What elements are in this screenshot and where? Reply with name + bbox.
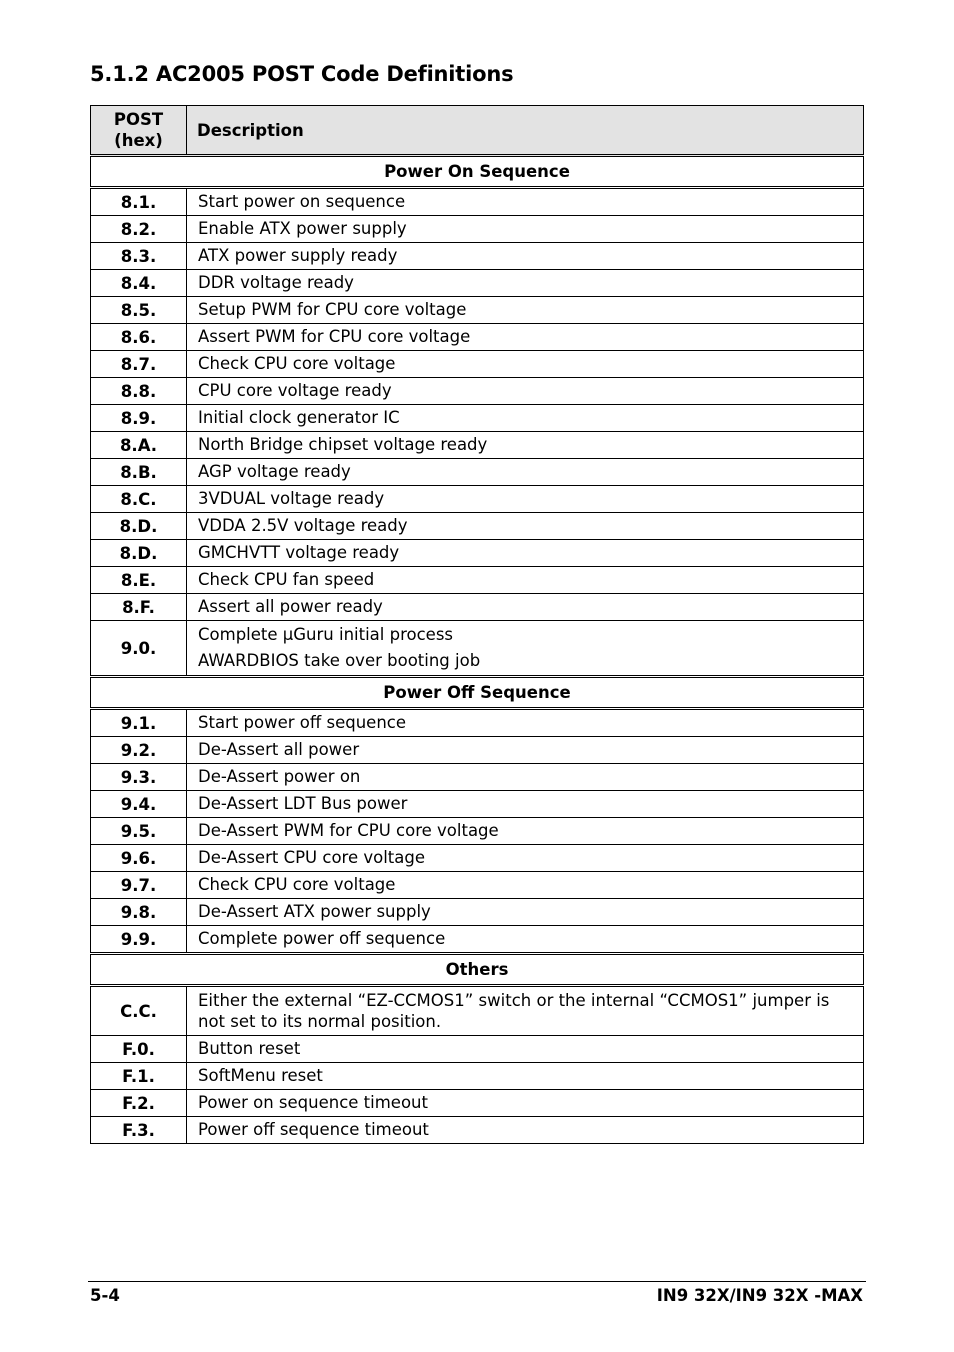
post-code-cell: 9.6. xyxy=(91,845,187,872)
table-row xyxy=(91,1063,864,1090)
description-line: Power off sequence timeout xyxy=(198,1120,429,1139)
post-code-cell: 8.5. xyxy=(91,297,187,324)
description-line: North Bridge chipset voltage ready xyxy=(198,435,488,454)
description-line: Complete power off sequence xyxy=(198,929,446,948)
table-row xyxy=(91,986,864,1036)
description-cell xyxy=(187,188,864,216)
description-cell xyxy=(187,845,864,872)
column-header-hex: (hex) xyxy=(114,131,163,150)
description-cell xyxy=(187,216,864,243)
description-cell xyxy=(187,486,864,513)
table-row xyxy=(91,621,864,677)
page-title: 5.1.2 AC2005 POST Code Definitions xyxy=(90,62,514,86)
table-row xyxy=(91,405,864,432)
post-code-cell: 9.0. xyxy=(91,621,187,677)
table-row xyxy=(91,899,864,926)
post-code-table xyxy=(90,105,864,1144)
description-line: Power on sequence timeout xyxy=(198,1093,428,1112)
description-cell xyxy=(187,791,864,818)
table-row xyxy=(91,818,864,845)
description-line: Check CPU core voltage xyxy=(198,875,396,894)
description-cell xyxy=(187,567,864,594)
post-code-cell: 8.D. xyxy=(91,513,187,540)
column-header-description: Description xyxy=(187,106,864,156)
section-header-row xyxy=(91,954,864,986)
footer-divider xyxy=(88,1281,866,1282)
table-row xyxy=(91,324,864,351)
post-code-cell: C.C. xyxy=(91,986,187,1036)
post-code-cell: 9.2. xyxy=(91,737,187,764)
section-title: Power Off Sequence xyxy=(91,677,864,709)
description-cell xyxy=(187,1063,864,1090)
post-code-cell: 8.2. xyxy=(91,216,187,243)
description-line: Check CPU core voltage xyxy=(198,354,396,373)
section-header-row xyxy=(91,156,864,188)
post-code-cell: 8.4. xyxy=(91,270,187,297)
table-row xyxy=(91,791,864,818)
description-cell xyxy=(187,986,864,1036)
description-line: Initial clock generator IC xyxy=(198,408,400,427)
table-row xyxy=(91,709,864,737)
description-cell xyxy=(187,270,864,297)
column-header-post-hex xyxy=(91,106,187,156)
post-code-cell: 8.6. xyxy=(91,324,187,351)
description-cell xyxy=(187,899,864,926)
description-line: 3VDUAL voltage ready xyxy=(198,489,385,508)
post-code-cell: 9.8. xyxy=(91,899,187,926)
table-row xyxy=(91,378,864,405)
table-row xyxy=(91,513,864,540)
table-row xyxy=(91,845,864,872)
description-line: De-Assert all power xyxy=(198,740,360,759)
table-row xyxy=(91,737,864,764)
description-line: De-Assert power on xyxy=(198,767,361,786)
post-code-cell: F.0. xyxy=(91,1036,187,1063)
description-cell xyxy=(187,351,864,378)
table-row xyxy=(91,432,864,459)
table-row xyxy=(91,297,864,324)
post-code-cell: 9.5. xyxy=(91,818,187,845)
post-code-cell: 8.3. xyxy=(91,243,187,270)
table-row xyxy=(91,270,864,297)
post-code-cell: 8.F. xyxy=(91,594,187,621)
description-cell xyxy=(187,872,864,899)
description-line: GMCHVTT voltage ready xyxy=(198,543,400,562)
description-cell xyxy=(187,737,864,764)
section-title: Power On Sequence xyxy=(91,156,864,188)
post-code-cell: 8.D. xyxy=(91,540,187,567)
description-cell xyxy=(187,243,864,270)
post-code-cell: 8.A. xyxy=(91,432,187,459)
description-cell xyxy=(187,764,864,791)
description-line: Button reset xyxy=(198,1039,301,1058)
description-cell xyxy=(187,405,864,432)
description-cell xyxy=(187,594,864,621)
description-line: AWARDBIOS take over booting job xyxy=(198,651,481,670)
description-line: De-Assert PWM for CPU core voltage xyxy=(198,821,499,840)
table-row xyxy=(91,1036,864,1063)
description-cell xyxy=(187,459,864,486)
description-line: De-Assert LDT Bus power xyxy=(198,794,408,813)
description-line: Assert all power ready xyxy=(198,597,383,616)
description-line: Either the external “EZ-CCMOS1” switch or the internal “CCMOS1” jumper is not set to its normal position. xyxy=(198,991,830,1031)
description-cell xyxy=(187,709,864,737)
description-cell xyxy=(187,926,864,954)
table-row xyxy=(91,486,864,513)
column-header-post: POST xyxy=(113,110,164,129)
post-code-cell: 8.8. xyxy=(91,378,187,405)
description-line: Assert PWM for CPU core voltage xyxy=(198,327,471,346)
description-line: DDR voltage ready xyxy=(198,273,354,292)
post-code-cell: 9.1. xyxy=(91,709,187,737)
table-header-row xyxy=(91,106,864,156)
post-code-cell: 8.9. xyxy=(91,405,187,432)
section-title: Others xyxy=(91,954,864,986)
description-line: CPU core voltage ready xyxy=(198,381,392,400)
post-code-cell: F.2. xyxy=(91,1090,187,1117)
description-cell xyxy=(187,432,864,459)
post-code-cell: 8.1. xyxy=(91,188,187,216)
description-line: Start power off sequence xyxy=(198,713,407,732)
post-code-cell: 9.9. xyxy=(91,926,187,954)
table-row xyxy=(91,764,864,791)
table-row xyxy=(91,926,864,954)
post-code-cell: F.3. xyxy=(91,1117,187,1144)
description-cell xyxy=(187,540,864,567)
description-line: Setup PWM for CPU core voltage xyxy=(198,300,467,319)
post-code-cell: 9.7. xyxy=(91,872,187,899)
description-cell xyxy=(187,818,864,845)
description-line: Start power on sequence xyxy=(198,192,406,211)
description-line: Check CPU fan speed xyxy=(198,570,375,589)
post-code-cell: F.1. xyxy=(91,1063,187,1090)
description-cell xyxy=(187,378,864,405)
description-cell xyxy=(187,1090,864,1117)
description-line: VDDA 2.5V voltage ready xyxy=(198,516,408,535)
table-row xyxy=(91,459,864,486)
description-line: ATX power supply ready xyxy=(198,246,398,265)
description-line: AGP voltage ready xyxy=(198,462,351,481)
post-code-cell: 8.7. xyxy=(91,351,187,378)
post-code-cell: 9.4. xyxy=(91,791,187,818)
description-line: De-Assert CPU core voltage xyxy=(198,848,426,867)
page-number: 5-4 xyxy=(90,1286,120,1305)
post-code-cell: 8.C. xyxy=(91,486,187,513)
description-cell xyxy=(187,297,864,324)
table-row xyxy=(91,243,864,270)
description-cell xyxy=(187,513,864,540)
table-row xyxy=(91,1090,864,1117)
description-line: SoftMenu reset xyxy=(198,1066,323,1085)
post-code-cell: 8.E. xyxy=(91,567,187,594)
description-line: Complete µGuru initial process xyxy=(198,625,454,644)
post-code-cell: 8.B. xyxy=(91,459,187,486)
product-name: IN9 32X/IN9 32X -MAX xyxy=(656,1286,863,1305)
description-cell xyxy=(187,621,864,677)
table-row xyxy=(91,188,864,216)
table-row xyxy=(91,540,864,567)
table-row xyxy=(91,1117,864,1144)
table-row xyxy=(91,216,864,243)
description-line: Enable ATX power supply xyxy=(198,219,407,238)
table-body xyxy=(91,156,864,1144)
description-cell xyxy=(187,1036,864,1063)
table-row xyxy=(91,567,864,594)
description-cell xyxy=(187,1117,864,1144)
table-row xyxy=(91,872,864,899)
table-row xyxy=(91,594,864,621)
section-header-row xyxy=(91,677,864,709)
table-row xyxy=(91,351,864,378)
description-cell xyxy=(187,324,864,351)
post-code-cell: 9.3. xyxy=(91,764,187,791)
description-line: De-Assert ATX power supply xyxy=(198,902,431,921)
